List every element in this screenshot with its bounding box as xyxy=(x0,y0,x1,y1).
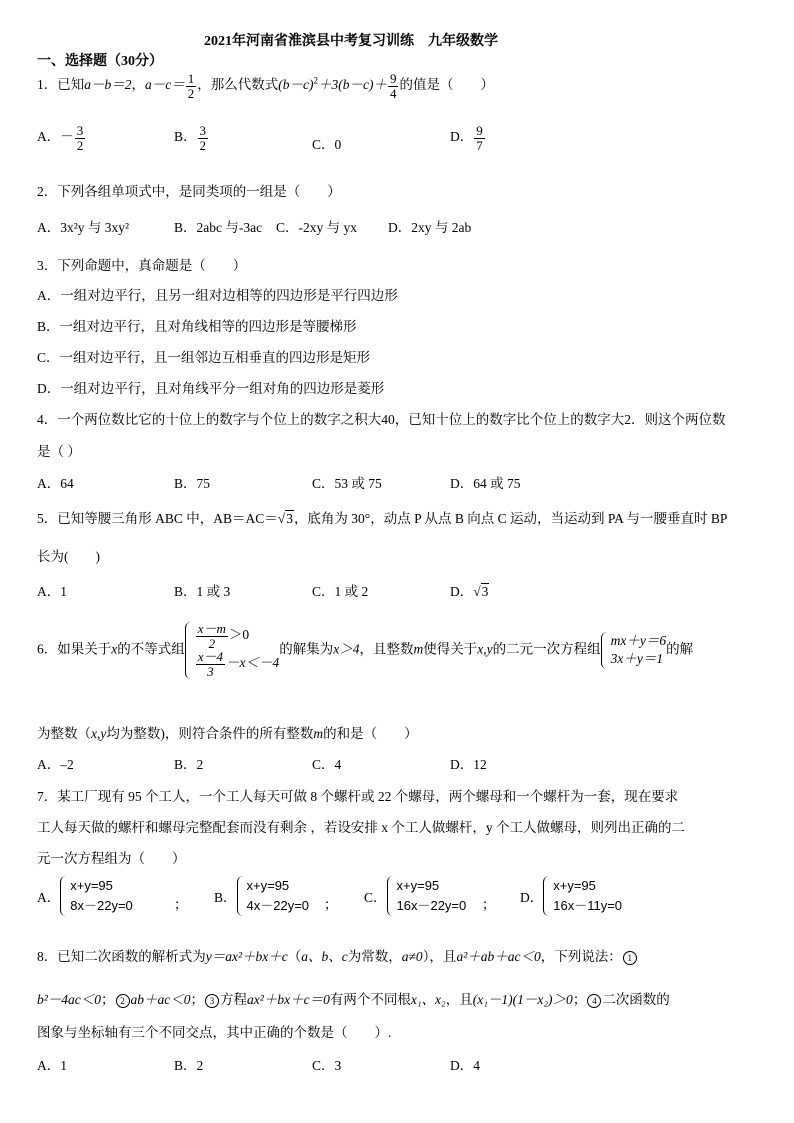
q8-sep2: ； xyxy=(190,992,205,1007)
q1-d-den: 7 xyxy=(476,137,483,153)
q4-option-b: B．75 xyxy=(174,476,211,491)
q1-label: 1．已知 xyxy=(37,77,85,93)
q7-d-row2: 16x－11y=0 xyxy=(553,898,623,913)
q6-solution: x＞4 xyxy=(333,641,360,657)
q7-c-row1: x+y=95 xyxy=(396,878,440,893)
q1-fraction-1 xyxy=(186,72,197,100)
q3-option-d: D．一组对边平行，且对角线平分一组对角的四边形是菱形 xyxy=(37,381,385,396)
q8-sep1: ； xyxy=(101,992,115,1007)
q1-option-d xyxy=(450,124,486,152)
question-5-stem-line2: 长为( ) xyxy=(37,549,100,564)
q4-option-d: D．64 或 75 xyxy=(450,476,521,491)
q7-d-label: D． xyxy=(520,890,544,905)
question-6-stem xyxy=(37,622,693,679)
q6-ineq2-rhs: －x＜－4 xyxy=(226,655,280,671)
q1-square: 2 xyxy=(313,75,318,86)
q7-c-label: C． xyxy=(364,890,387,905)
q5-d-radicand: 3 xyxy=(481,584,489,599)
q6-mid5: 的二元一次方程组 xyxy=(492,641,601,657)
q4-option-c: C．53 或 75 xyxy=(312,476,382,491)
q1-d-label: D． xyxy=(450,129,474,145)
question-8-stem-line3: 图象与坐标轴有三个不同交点，其中正确的个数是（ ）. xyxy=(37,1025,392,1040)
question-7-stem: 7．某工厂现有 95 个工人，一个工人每天可做 8 个螺杆或 22 个螺母，两个螺母和一个螺杆为一套，现在要求 xyxy=(37,789,679,804)
q8-l2i: ，且 xyxy=(445,992,473,1007)
q1-d-num: 9 xyxy=(476,123,483,138)
q1-eq1: a－b＝2 xyxy=(84,77,132,93)
q2-option-c: C．-2xy 与 yx xyxy=(276,220,357,235)
q6-equation-system xyxy=(601,632,666,668)
q5-d-label: D． xyxy=(450,584,474,599)
question-4-stem-line2: 是（ ） xyxy=(37,444,81,459)
q8-l2l: 二次函数的 xyxy=(602,992,670,1007)
q5-text-b: ，底角为 30°，动点 P 从点 B 向点 C 运动，当运动到 PA 与一腰垂直时 BP xyxy=(293,511,728,526)
q7-option-a xyxy=(37,876,133,916)
question-6-stem-line2 xyxy=(37,722,418,742)
q8-s1: b²－4ac＜0 xyxy=(37,992,102,1007)
q1-b-num: 3 xyxy=(199,123,207,138)
q8-l1f: ），且 xyxy=(422,949,457,964)
q8-l1d: 为常数， xyxy=(347,949,402,964)
q6-pre: 6．如果关于 xyxy=(37,641,112,657)
q6-option-d: D．12 xyxy=(450,757,487,772)
q8-a-nonzero: a≠0 xyxy=(401,949,423,964)
q3-option-c: C．一组对边平行，且一组邻边互相垂直的四边形是矩形 xyxy=(37,350,371,365)
q2-option-a: A．3x²y 与 3xy² xyxy=(37,220,130,235)
q5-radicand: 3 xyxy=(286,511,293,526)
q1-eq2: a－c＝ xyxy=(145,77,185,93)
question-5-stem xyxy=(37,507,727,527)
q1-option-a xyxy=(37,124,86,152)
q7-b-row1: x+y=95 xyxy=(246,878,290,893)
q8-function: y＝ax²＋bx＋c xyxy=(205,949,288,964)
q6-ineq1-rhs: ＞0 xyxy=(228,627,250,643)
q8-sep3: ； xyxy=(572,992,587,1007)
q6-ineq2-num: x－4 xyxy=(197,649,224,665)
q7-option-b xyxy=(214,876,309,916)
q6-option-a: A．–2 xyxy=(37,757,74,772)
q8-circle-4: 4 xyxy=(587,994,601,1008)
q8-circle-3: 3 xyxy=(205,994,219,1008)
q6-inequality-system xyxy=(185,622,280,679)
q1-frac2-den: 4 xyxy=(389,85,397,101)
q4-option-a: A．64 xyxy=(37,476,74,491)
q8-circle-2: 2 xyxy=(116,994,130,1008)
q8-option-d: D．4 xyxy=(450,1058,480,1073)
question-4-stem: 4．一个两位数比它的十位上的数字与个位上的数字之积大40，已知十位上的数字比个位上的数字大2．则这个两位数 xyxy=(37,412,726,427)
q6-var-x: x xyxy=(111,641,118,657)
q6-mid6: 的解 xyxy=(666,641,694,657)
q6-ineq-1 xyxy=(195,622,280,650)
q8-option-b: B．2 xyxy=(174,1058,204,1073)
q5-option-a: A．1 xyxy=(37,584,67,599)
q7-semicolon-c: ； xyxy=(482,897,496,912)
q1-frac1-den: 2 xyxy=(187,85,195,101)
question-8-stem xyxy=(37,945,638,965)
q1-a-label: A．－ xyxy=(37,129,74,145)
q7-semicolon-b: ； xyxy=(324,897,338,912)
q1-sep: ， xyxy=(131,77,145,93)
question-7-stem-line2: 工人每天做的螺杆和螺母完整配套而没有剩余 ，若设安排 x 个工人做螺杆，y 个工人做螺母，则列出正确的二 xyxy=(37,820,685,835)
q8-root-condition: (x₁－1)(1－x₂)＞0 xyxy=(472,992,573,1007)
q1-fraction-2 xyxy=(388,72,399,100)
q2-option-d: D．2xy 与 2ab xyxy=(388,220,472,235)
q8-option-a: A．1 xyxy=(37,1058,67,1073)
q8-circle-1: 1 xyxy=(623,951,637,965)
q8-l2e: 方程 xyxy=(220,992,248,1007)
q1-b-den: 2 xyxy=(199,137,207,153)
q3-option-b: B．一组对边平行，且对角线相等的四边形是等腰梯形 xyxy=(37,319,357,334)
q7-semicolon-a: ； xyxy=(174,897,188,912)
q6-vars: x,y xyxy=(477,641,493,657)
q8-s2: ab＋ac＜0 xyxy=(130,992,191,1007)
question-3-stem: 3．下列命题中，真命题是（ ） xyxy=(37,258,247,273)
question-7-stem-line3: 元一次方程组为（ ） xyxy=(37,851,186,866)
q7-a-row1: x+y=95 xyxy=(70,878,113,893)
q5-option-d: D．√3 xyxy=(450,584,489,599)
q1-expr1: (b－c) xyxy=(278,77,314,93)
q7-option-d xyxy=(520,876,622,916)
q1-option-c: C．0 xyxy=(312,137,342,152)
question-2-stem: 2．下列各组单项式中，是同类项的一组是（ ） xyxy=(37,184,341,199)
q6-l2-vars: x,y xyxy=(91,726,107,741)
q1-b-label: B． xyxy=(174,129,197,145)
q6-ineq1-den: 2 xyxy=(208,635,216,651)
q5-sqrt: √3 xyxy=(277,511,293,526)
q7-a-label: A． xyxy=(37,890,61,905)
page-title: 2021年河南省淮滨县中考复习训练 九年级数学 xyxy=(204,34,498,49)
q7-d-row1: x+y=95 xyxy=(553,878,596,893)
q6-ineq2-den: 3 xyxy=(207,663,214,679)
q5-option-c: C．1 或 2 xyxy=(312,584,369,599)
q6-l2-m: m xyxy=(313,726,324,741)
q8-l1h: ，下列说法： xyxy=(540,949,622,964)
q1-a-den: 2 xyxy=(76,137,84,153)
q8-equation: ax²＋bx＋c＝0 xyxy=(247,992,330,1007)
q6-eq-2: 3x＋y＝1 xyxy=(610,651,664,667)
q2-option-b: B．2abc 与-3ac xyxy=(174,220,263,235)
q7-b-label: B． xyxy=(214,890,237,905)
q6-ineq-2 xyxy=(195,650,280,678)
q7-c-row2: 16x－22y=0 xyxy=(396,898,467,913)
q1-expr2: ＋3(b－c)＋ xyxy=(317,77,387,93)
q7-a-row2: 8x－22y=0 xyxy=(70,898,133,913)
section-heading: 一、选择题（30分） xyxy=(37,54,163,69)
q6-var-m: m xyxy=(413,641,424,657)
question-1-stem xyxy=(37,72,494,100)
q6-ineq1-num: x－m xyxy=(197,621,226,636)
q6-mid1: 的不等式组 xyxy=(117,641,185,657)
q8-l1b: （ xyxy=(287,949,302,964)
q6-l2c: 的和是（ ） xyxy=(323,726,418,741)
q6-mid2: 的解集为 xyxy=(279,641,334,657)
q1-a-num: 3 xyxy=(76,123,84,138)
q5-option-b: B．1 或 3 xyxy=(174,584,231,599)
q1-frac2-num: 9 xyxy=(389,71,397,86)
q8-l1a: 8．已知二次函数的解析式为 xyxy=(37,949,206,964)
q6-l2b: 均为整数)，则符合条件的所有整数 xyxy=(106,726,314,741)
q5-text-a: 5．已知等腰三角形 ABC 中，AB＝AC＝ xyxy=(37,511,278,526)
q6-mid4: 使得关于 xyxy=(423,641,478,657)
q6-option-c: C．4 xyxy=(312,757,342,772)
q1-mid: ，那么代数式 xyxy=(197,77,279,93)
q6-option-b: B．2 xyxy=(174,757,204,772)
q6-mid3: ，且整数 xyxy=(359,641,414,657)
q6-eq-1: mx＋y＝6 xyxy=(610,633,667,649)
q3-option-a: A．一组对边平行，且另一组对边相等的四边形是平行四边形 xyxy=(37,288,398,303)
q8-l2g: 有两个不同根 xyxy=(329,992,411,1007)
q7-option-c xyxy=(364,876,466,916)
q8-consts: a、b、c xyxy=(301,949,348,964)
q8-condition: a²＋ab＋ac＜0 xyxy=(456,949,541,964)
q6-l2a: 为整数（ xyxy=(37,726,91,741)
question-8-stem-line2 xyxy=(37,988,670,1008)
q8-roots: x₁、x₂ xyxy=(410,992,446,1007)
q1-end: 的值是（ ） xyxy=(399,77,494,93)
q7-b-row2: 4x－22y=0 xyxy=(246,898,310,913)
q1-frac1-num: 1 xyxy=(187,71,195,86)
q8-option-c: C．3 xyxy=(312,1058,342,1073)
q1-option-b xyxy=(174,124,209,152)
